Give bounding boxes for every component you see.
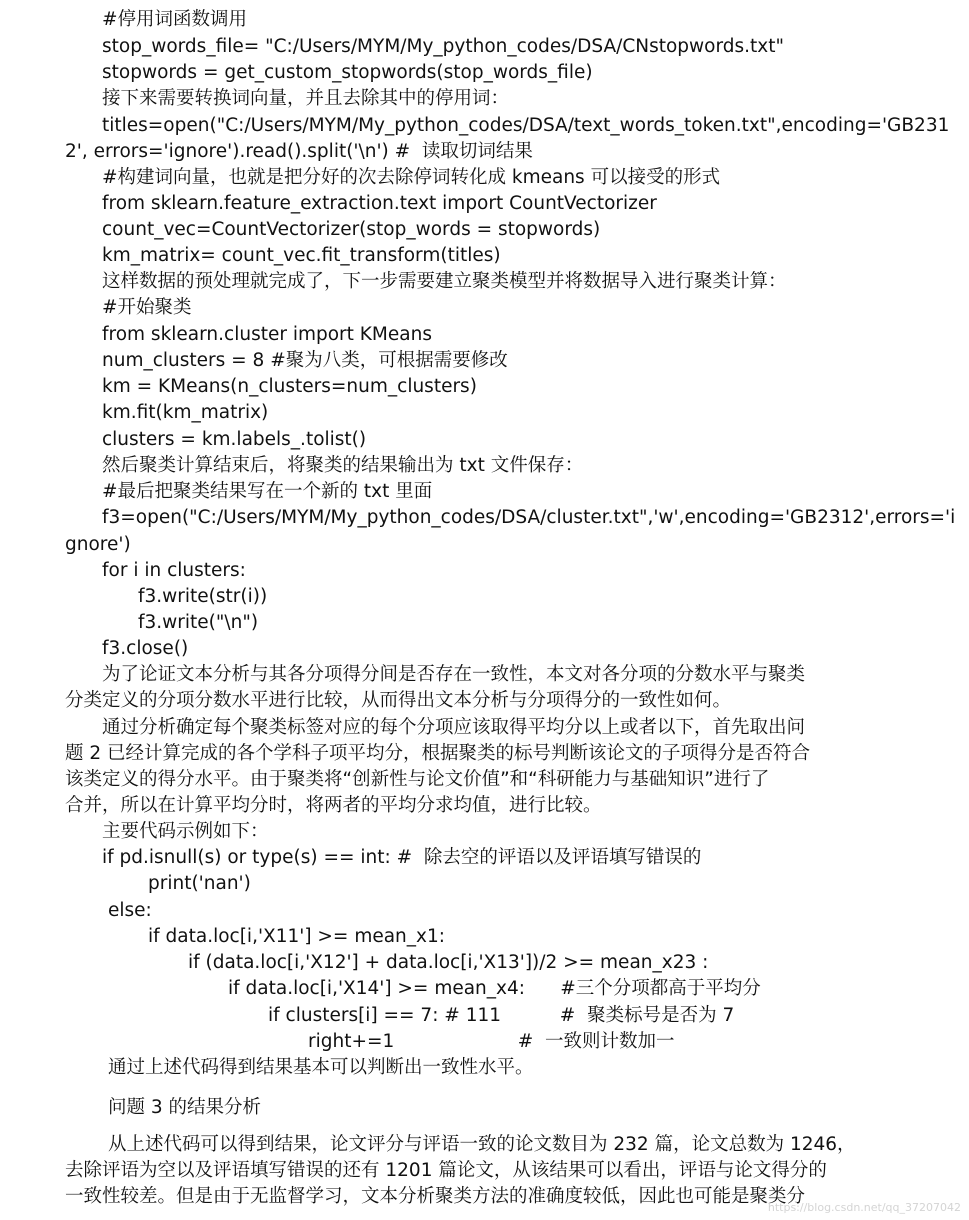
- text-line: if clusters[i] == 7: # 111 # 聚类标号是否为 7: [268, 1005, 735, 1026]
- text-line: 通过上述代码得到结果基本可以判断出一致性水平。: [108, 1057, 534, 1078]
- text-line: titles=open("C:/Users/MYM/My_python_codes/DSA/text_words_token.txt",encoding='GB231: [102, 115, 950, 136]
- text-line: right+=1 # 一致则计数加一: [308, 1031, 675, 1052]
- text-line: 然后聚类计算结束后，将聚类的结果输出为 txt 文件保存：: [102, 455, 584, 476]
- text-line: 去除评语为空以及评语填写错误的还有 1201 篇论文，从该结果可以看出，评语与论文得分的: [65, 1160, 827, 1181]
- text-line: else:: [108, 900, 152, 921]
- text-line: 从上述代码可以得到结果，论文评分与评语一致的论文数目为 232 篇，论文总数为 1246，: [108, 1134, 856, 1155]
- text-line: 该类定义的得分水平。由于聚类将“创新性与论文价值”和“科研能力与基础知识”进行了: [65, 769, 770, 790]
- text-line: 这样数据的预处理就完成了，下一步需要建立聚类模型并将数据导入进行聚类计算：: [102, 271, 787, 292]
- text-line: gnore'): [65, 534, 131, 555]
- text-line: from sklearn.cluster import KMeans: [102, 324, 432, 345]
- text-line: f3.write("\n"): [138, 612, 259, 633]
- text-line: km.fit(km_matrix): [102, 402, 269, 423]
- text-line: km_matrix= count_vec.fit_transform(titles): [102, 245, 501, 266]
- text-line: #构建词向量，也就是把分好的次去除停词转化成 kmeans 可以接受的形式: [102, 167, 721, 188]
- text-line: if data.loc[i,'X14'] >= mean_x4: #三个分项都高于平均分: [228, 978, 761, 999]
- watermark: https://blog.csdn.net/qq_37207042: [767, 1201, 961, 1214]
- text-line: #最后把聚类结果写在一个新的 txt 里面: [102, 481, 433, 502]
- text-line: f3.write(str(i)): [138, 586, 268, 607]
- text-line: #停用词函数调用: [102, 9, 248, 30]
- text-line: 合并，所以在计算平均分时，将两者的平均分求均值，进行比较。: [65, 795, 602, 816]
- text-line: 为了论证文本分析与其各分项得分间是否存在一致性，本文对各分项的分数水平与聚类: [102, 664, 806, 685]
- text-line: 题 2 已经计算完成的各个学科子项平均分，根据聚类的标号判断该论文的子项得分是否符合: [65, 743, 811, 764]
- text-line: stop_words_file= "C:/Users/MYM/My_python_codes/DSA/CNstopwords.txt": [102, 36, 785, 57]
- text-line: 2', errors='ignore').read().split('\n') # 读取切词结果: [65, 141, 533, 162]
- text-line: f3=open("C:/Users/MYM/My_python_codes/DSA/cluster.txt",'w',encoding='GB2312',errors='i: [102, 507, 956, 528]
- text-line: 主要代码示例如下：: [102, 821, 269, 842]
- text-line: if pd.isnull(s) or type(s) == int: # 除去空的评语以及评语填写错误的: [102, 847, 702, 868]
- text-line: print('nan'): [148, 873, 251, 894]
- text-line: if data.loc[i,'X11'] >= mean_x1:: [148, 926, 445, 947]
- text-line: stopwords = get_custom_stopwords(stop_words_file): [102, 62, 593, 83]
- text-line: count_vec=CountVectorizer(stop_words = stopwords): [102, 219, 601, 240]
- text-line: #开始聚类: [102, 297, 192, 318]
- text-line: 通过分析确定每个聚类标签对应的每个分项应该取得平均分以上或者以下，首先取出问: [102, 717, 806, 738]
- text-line: if (data.loc[i,'X12'] + data.loc[i,'X13'])/2 >= mean_x23 :: [188, 952, 709, 973]
- text-line: 接下来需要转换词向量，并且去除其中的停用词：: [102, 88, 510, 109]
- text-line: km = KMeans(n_clusters=num_clusters): [102, 376, 477, 397]
- text-line: f3.close(): [102, 638, 189, 659]
- text-line: for i in clusters:: [102, 560, 246, 581]
- text-line: from sklearn.feature_extraction.text import CountVectorizer: [102, 193, 657, 214]
- text-line: 分类定义的分项分数水平进行比较，从而得出文本分析与分项得分的一致性如何。: [65, 690, 732, 711]
- section-heading: 问题 3 的结果分析: [108, 1097, 262, 1118]
- text-line: clusters = km.labels_.tolist(): [102, 429, 367, 450]
- text-line: num_clusters = 8 #聚为八类，可根据需要修改: [102, 350, 508, 371]
- text-line: 一致性较差。但是由于无监督学习，文本分析聚类方法的准确度较低，因此也可能是聚类分: [65, 1186, 806, 1207]
